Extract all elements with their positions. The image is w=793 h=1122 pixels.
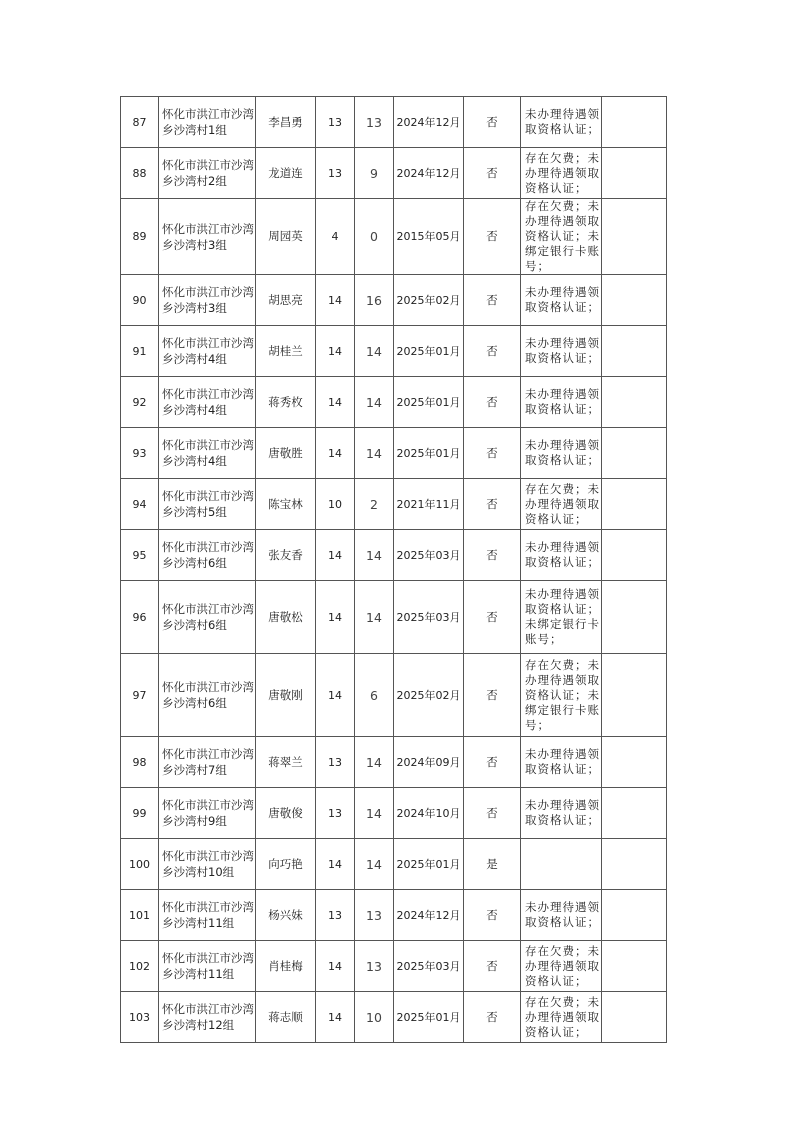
cell-date: 2025年01月 xyxy=(394,992,464,1043)
cell-name: 李昌勇 xyxy=(256,97,316,148)
cell-blank xyxy=(602,581,667,654)
cell-number: 94 xyxy=(121,479,159,530)
cell-note xyxy=(521,941,602,992)
cell-address: 怀化市洪江市沙湾乡沙湾村4组 xyxy=(159,428,256,479)
cell-note xyxy=(521,148,602,199)
cell-number: 98 xyxy=(121,737,159,788)
cell-blank xyxy=(602,890,667,941)
cell-value-b: 14 xyxy=(355,326,394,377)
cell-blank xyxy=(602,199,667,275)
table-row xyxy=(121,97,667,148)
cell-value-a: 14 xyxy=(316,581,355,654)
note-text: 存在欠费；未办理待遇领取资格认证；未绑定银行卡账号； xyxy=(525,199,600,273)
cell-name: 唐敬刚 xyxy=(256,654,316,737)
cell-value-b: 13 xyxy=(355,941,394,992)
cell-value-a: 14 xyxy=(316,992,355,1043)
cell-blank xyxy=(602,428,667,479)
cell-name: 周园英 xyxy=(256,199,316,275)
cell-number: 97 xyxy=(121,654,159,737)
note-text: 未办理待遇领取资格认证； xyxy=(525,107,600,136)
cell-number: 92 xyxy=(121,377,159,428)
cell-blank xyxy=(602,530,667,581)
cell-blank xyxy=(602,737,667,788)
cell-blank xyxy=(602,275,667,326)
cell-flag: 否 xyxy=(464,581,521,654)
cell-blank xyxy=(602,97,667,148)
cell-value-b: 14 xyxy=(355,737,394,788)
cell-address: 怀化市洪江市沙湾乡沙湾村7组 xyxy=(159,737,256,788)
cell-note xyxy=(521,992,602,1043)
cell-value-b: 14 xyxy=(355,788,394,839)
note-text: 未办理待遇领取资格认证； xyxy=(525,387,600,416)
table-row xyxy=(121,737,667,788)
note-text: 存在欠费；未办理待遇领取资格认证； xyxy=(525,943,600,988)
cell-value-b: 14 xyxy=(355,530,394,581)
cell-blank xyxy=(602,992,667,1043)
note-text: 未办理待遇领取资格认证； xyxy=(525,747,600,776)
note-text: 未办理待遇领取资格认证； xyxy=(525,336,600,365)
cell-value-a: 14 xyxy=(316,839,355,890)
table-row xyxy=(121,148,667,199)
cell-note xyxy=(521,199,602,275)
cell-address: 怀化市洪江市沙湾乡沙湾村10组 xyxy=(159,839,256,890)
cell-value-a: 14 xyxy=(316,275,355,326)
cell-date: 2025年02月 xyxy=(394,654,464,737)
cell-address: 怀化市洪江市沙湾乡沙湾村4组 xyxy=(159,326,256,377)
records-table xyxy=(120,96,667,1043)
cell-blank xyxy=(602,839,667,890)
cell-value-b: 14 xyxy=(355,581,394,654)
cell-value-b: 16 xyxy=(355,275,394,326)
table-row xyxy=(121,377,667,428)
cell-value-a: 14 xyxy=(316,326,355,377)
note-text: 存在欠费；未办理待遇领取资格认证； xyxy=(525,481,600,526)
cell-flag: 否 xyxy=(464,941,521,992)
cell-note xyxy=(521,654,602,737)
table-row xyxy=(121,275,667,326)
cell-name: 唐敬松 xyxy=(256,581,316,654)
cell-flag: 否 xyxy=(464,275,521,326)
cell-value-a: 4 xyxy=(316,199,355,275)
cell-value-b: 13 xyxy=(355,890,394,941)
table-body xyxy=(121,97,667,1043)
cell-date: 2021年11月 xyxy=(394,479,464,530)
cell-value-a: 14 xyxy=(316,377,355,428)
cell-address: 怀化市洪江市沙湾乡沙湾村12组 xyxy=(159,992,256,1043)
cell-flag: 否 xyxy=(464,199,521,275)
cell-date: 2025年01月 xyxy=(394,839,464,890)
note-text: 未办理待遇领取资格认证； xyxy=(525,798,600,827)
cell-note xyxy=(521,326,602,377)
table-row xyxy=(121,992,667,1043)
cell-number: 103 xyxy=(121,992,159,1043)
table-row xyxy=(121,326,667,377)
cell-name: 张友香 xyxy=(256,530,316,581)
cell-value-b: 2 xyxy=(355,479,394,530)
cell-number: 95 xyxy=(121,530,159,581)
cell-number: 102 xyxy=(121,941,159,992)
cell-number: 89 xyxy=(121,199,159,275)
note-text: 存在欠费；未办理待遇领取资格认证； xyxy=(525,994,600,1039)
cell-address: 怀化市洪江市沙湾乡沙湾村5组 xyxy=(159,479,256,530)
cell-address: 怀化市洪江市沙湾乡沙湾村6组 xyxy=(159,530,256,581)
cell-address: 怀化市洪江市沙湾乡沙湾村4组 xyxy=(159,377,256,428)
table-row xyxy=(121,654,667,737)
cell-value-a: 13 xyxy=(316,890,355,941)
cell-name: 向巧艳 xyxy=(256,839,316,890)
table-row xyxy=(121,479,667,530)
cell-blank xyxy=(602,654,667,737)
cell-address: 怀化市洪江市沙湾乡沙湾村3组 xyxy=(159,199,256,275)
cell-flag: 否 xyxy=(464,530,521,581)
cell-flag: 否 xyxy=(464,479,521,530)
table-row xyxy=(121,530,667,581)
cell-name: 蒋秀枚 xyxy=(256,377,316,428)
cell-value-b: 6 xyxy=(355,654,394,737)
cell-date: 2025年03月 xyxy=(394,581,464,654)
cell-value-a: 14 xyxy=(316,941,355,992)
cell-note xyxy=(521,890,602,941)
cell-number: 90 xyxy=(121,275,159,326)
cell-note xyxy=(521,839,602,890)
cell-value-b: 10 xyxy=(355,992,394,1043)
cell-address: 怀化市洪江市沙湾乡沙湾村2组 xyxy=(159,148,256,199)
cell-address: 怀化市洪江市沙湾乡沙湾村6组 xyxy=(159,581,256,654)
table-row xyxy=(121,788,667,839)
cell-flag: 否 xyxy=(464,428,521,479)
cell-blank xyxy=(602,148,667,199)
cell-note xyxy=(521,530,602,581)
cell-name: 唐敬胜 xyxy=(256,428,316,479)
cell-flag: 否 xyxy=(464,788,521,839)
table-row xyxy=(121,199,667,275)
cell-address: 怀化市洪江市沙湾乡沙湾村1组 xyxy=(159,97,256,148)
cell-note xyxy=(521,737,602,788)
cell-note xyxy=(521,428,602,479)
cell-number: 101 xyxy=(121,890,159,941)
cell-name: 蒋志顺 xyxy=(256,992,316,1043)
cell-value-a: 13 xyxy=(316,788,355,839)
cell-note xyxy=(521,788,602,839)
cell-note xyxy=(521,275,602,326)
cell-flag: 是 xyxy=(464,839,521,890)
cell-value-b: 14 xyxy=(355,377,394,428)
cell-date: 2025年01月 xyxy=(394,326,464,377)
cell-blank xyxy=(602,326,667,377)
cell-name: 龙道连 xyxy=(256,148,316,199)
cell-note xyxy=(521,377,602,428)
cell-blank xyxy=(602,788,667,839)
cell-note xyxy=(521,581,602,654)
cell-value-b: 0 xyxy=(355,199,394,275)
cell-number: 91 xyxy=(121,326,159,377)
cell-date: 2025年02月 xyxy=(394,275,464,326)
cell-name: 胡桂兰 xyxy=(256,326,316,377)
cell-date: 2024年12月 xyxy=(394,97,464,148)
cell-address: 怀化市洪江市沙湾乡沙湾村3组 xyxy=(159,275,256,326)
cell-flag: 否 xyxy=(464,737,521,788)
cell-blank xyxy=(602,479,667,530)
cell-date: 2025年01月 xyxy=(394,428,464,479)
table-row xyxy=(121,428,667,479)
cell-number: 100 xyxy=(121,839,159,890)
cell-note xyxy=(521,97,602,148)
cell-number: 93 xyxy=(121,428,159,479)
cell-number: 96 xyxy=(121,581,159,654)
note-text: 未办理待遇领取资格认证； xyxy=(525,540,600,569)
cell-date: 2025年03月 xyxy=(394,941,464,992)
cell-value-a: 14 xyxy=(316,530,355,581)
cell-name: 杨兴妹 xyxy=(256,890,316,941)
table-row xyxy=(121,581,667,654)
cell-date: 2025年03月 xyxy=(394,530,464,581)
cell-address: 怀化市洪江市沙湾乡沙湾村11组 xyxy=(159,941,256,992)
note-text: 存在欠费；未办理待遇领取资格认证； xyxy=(525,150,600,195)
cell-value-b: 13 xyxy=(355,97,394,148)
cell-value-b: 14 xyxy=(355,428,394,479)
cell-flag: 否 xyxy=(464,326,521,377)
cell-name: 陈宝林 xyxy=(256,479,316,530)
cell-value-a: 14 xyxy=(316,428,355,479)
cell-value-a: 13 xyxy=(316,148,355,199)
cell-blank xyxy=(602,941,667,992)
cell-address: 怀化市洪江市沙湾乡沙湾村6组 xyxy=(159,654,256,737)
cell-name: 胡思亮 xyxy=(256,275,316,326)
cell-date: 2015年05月 xyxy=(394,199,464,275)
cell-flag: 否 xyxy=(464,97,521,148)
cell-blank xyxy=(602,377,667,428)
cell-name: 唐敬俊 xyxy=(256,788,316,839)
cell-value-b: 14 xyxy=(355,839,394,890)
cell-number: 88 xyxy=(121,148,159,199)
cell-flag: 否 xyxy=(464,377,521,428)
note-text: 存在欠费；未办理待遇领取资格认证；未绑定银行卡账号； xyxy=(525,657,600,732)
cell-name: 蒋翠兰 xyxy=(256,737,316,788)
table-row xyxy=(121,890,667,941)
cell-date: 2024年10月 xyxy=(394,788,464,839)
cell-date: 2024年09月 xyxy=(394,737,464,788)
cell-address: 怀化市洪江市沙湾乡沙湾村11组 xyxy=(159,890,256,941)
table-row xyxy=(121,839,667,890)
cell-flag: 否 xyxy=(464,148,521,199)
cell-number: 87 xyxy=(121,97,159,148)
cell-value-a: 10 xyxy=(316,479,355,530)
cell-date: 2025年01月 xyxy=(394,377,464,428)
cell-date: 2024年12月 xyxy=(394,148,464,199)
note-text: 未办理待遇领取资格认证；未绑定银行卡账号； xyxy=(525,587,600,646)
cell-flag: 否 xyxy=(464,992,521,1043)
cell-date: 2024年12月 xyxy=(394,890,464,941)
cell-flag: 否 xyxy=(464,654,521,737)
note-text: 未办理待遇领取资格认证； xyxy=(525,438,600,467)
cell-number: 99 xyxy=(121,788,159,839)
cell-note xyxy=(521,479,602,530)
cell-flag: 否 xyxy=(464,890,521,941)
table-row xyxy=(121,941,667,992)
cell-value-a: 13 xyxy=(316,737,355,788)
cell-value-b: 9 xyxy=(355,148,394,199)
note-text: 未办理待遇领取资格认证； xyxy=(525,285,600,314)
note-text: 未办理待遇领取资格认证； xyxy=(525,900,600,929)
cell-address: 怀化市洪江市沙湾乡沙湾村9组 xyxy=(159,788,256,839)
cell-name: 肖桂梅 xyxy=(256,941,316,992)
cell-value-a: 13 xyxy=(316,97,355,148)
cell-value-a: 14 xyxy=(316,654,355,737)
